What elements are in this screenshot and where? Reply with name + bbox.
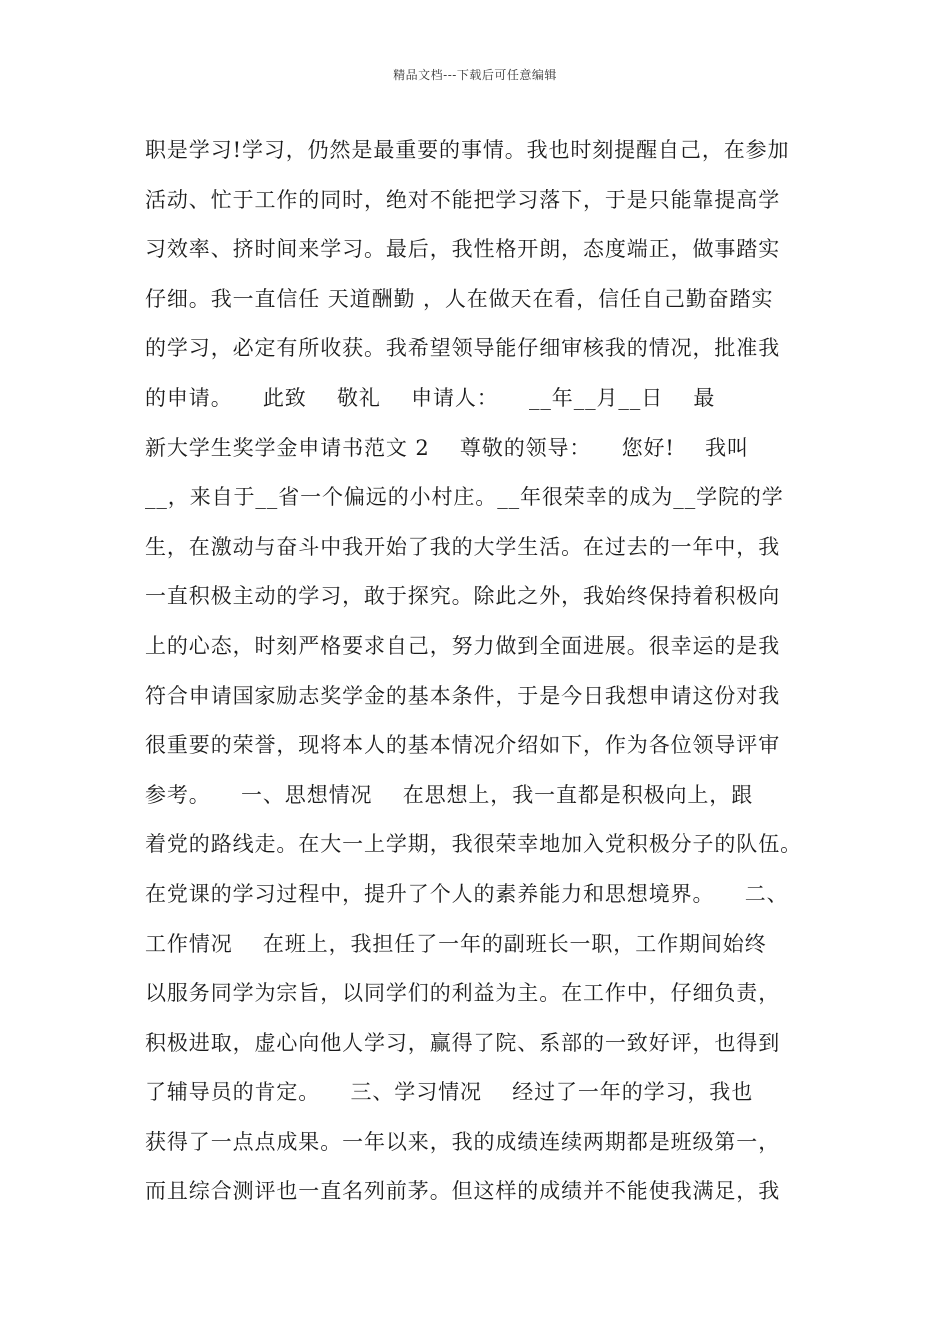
text-line: __，来自于__省一个偏远的小村庄。__年很荣幸的成为__学院的学 bbox=[145, 485, 784, 510]
text-line: 新大学生奖学金申请书范文 2 尊敬的领导： 您好! 我叫 bbox=[145, 435, 749, 460]
text-line: 获得了一点点成果。一年以来，我的成绩连续两期都是班级第一， bbox=[145, 1129, 781, 1154]
text-line: 仔细。我一直信任 天道酬勤 ，人在做天在看，信任自己勤奋踏实 bbox=[145, 286, 774, 311]
text-line: 的学习，必定有所收获。我希望领导能仔细审核我的情况，批准我 bbox=[145, 336, 781, 361]
text-line: 一直积极主动的学习，敢于探究。除此之外，我始终保持着积极向 bbox=[145, 584, 781, 609]
text-line: 生，在激动与奋斗中我开始了我的大学生活。在过去的一年中，我 bbox=[145, 534, 781, 559]
text-line: 工作情况 在班上，我担任了一年的副班长一职，工作期间始终 bbox=[145, 931, 767, 956]
text-line: 在党课的学习过程中，提升了个人的素养能力和思想境界。 二、 bbox=[145, 881, 789, 906]
text-line: 职是学习!学习，仍然是最重要的事情。我也时刻提醒自己，在参加 bbox=[145, 138, 790, 162]
text-line: 符合申请国家励志奖学金的基本条件，于是今日我想申请这份对我 bbox=[145, 683, 781, 708]
text-line: 着党的路线走。在大一上学期，我很荣幸地加入党积极分子的队伍。 bbox=[145, 832, 802, 857]
text-line: 上的心态，时刻严格要求自己，努力做到全面进展。很幸运的是我 bbox=[145, 633, 781, 658]
text-line: 参考。 一、思想情况 在思想上，我一直都是积极向上，跟 bbox=[145, 782, 754, 807]
text-line: 很重要的荣誉，现将本人的基本情况介绍如下，作为各位领导评审 bbox=[145, 733, 781, 758]
page-header: 精品文档---下载后可任意编辑 bbox=[393, 68, 557, 82]
text-line: 习效率、挤时间来学习。最后，我性格开朗，态度端正，做事踏实 bbox=[145, 237, 781, 262]
text-line: 而且综合测评也一直名列前茅。但这样的成绩并不能使我满足，我 bbox=[145, 1179, 781, 1204]
text-line: 积极进取，虚心向他人学习，赢得了院、系部的一致好评，也得到 bbox=[145, 1030, 781, 1055]
text-line: 了辅导员的肯定。 三、学习情况 经过了一年的学习，我也 bbox=[145, 1080, 754, 1105]
text-line: 以服务同学为宗旨，以同学们的利益为主。在工作中，仔细负责， bbox=[145, 981, 781, 1006]
text-line: 活动、忙于工作的同时，绝对不能把学习落下，于是只能靠提高学 bbox=[145, 187, 781, 212]
body-text bbox=[145, 126, 825, 1217]
text-line: 的申请。 此致 敬礼 申请人： __年__月__日 最 bbox=[145, 385, 716, 410]
